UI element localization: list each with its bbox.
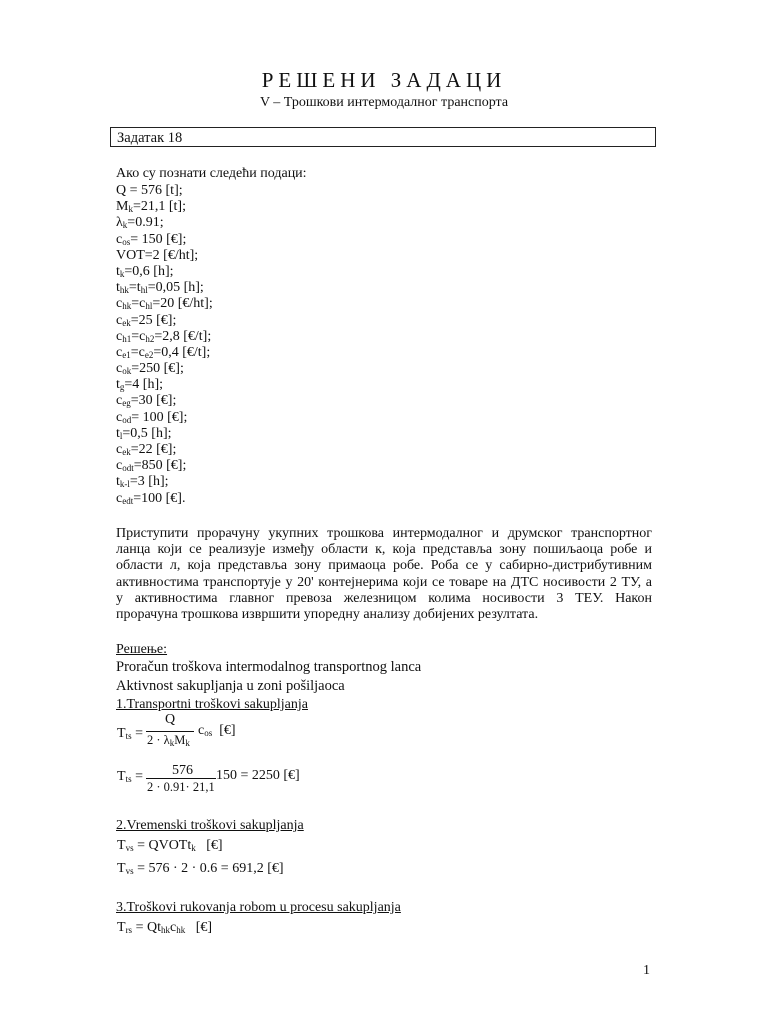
given-data-item: $c_{ek}=22$ [€]; [116,442,177,457]
step1-calc-result: 150 = 2250 [€] [216,768,300,783]
solution-subheading: Proračun troškova intermodalnog transportnog lanca [116,659,422,675]
step1-calc-numerator: 576 [172,763,193,778]
paragraph-line: Приступити прорачуну укупних трошкова интермодалног и друмског транспортног [116,526,652,541]
page-subtitle: V – Трошкови интермодалног транспорта [259,95,509,110]
step1-fraction-line [146,731,194,732]
given-data-item: $t_k=0,6$ [h]; [116,263,174,279]
step1-title: 1.Transportni troškovi sakupljanja [116,697,308,712]
step1-numerator: Q [165,712,176,727]
step3-title: 3.Troškovi rukovanja robom u procesu sakupljanja [116,900,401,915]
paragraph-line: у активностима главног превоза железницом колима носивости 3 ТЕУ. Након [116,590,652,606]
solution-heading: Решење: [116,642,168,657]
task-intro: Ако су познати следећи подаци: [116,166,307,181]
given-data-item: $c_{os}= 150$ [€]; [116,231,187,247]
given-data-item: $c_{odt}=850$ [€]; [116,458,187,474]
page-title: РЕШЕНИ ЗАДАЦИ [261,68,507,92]
step1-denominator: $2 \cdot \lambda_kM_k$ [147,733,190,748]
given-data-item: $c_{od}= 100$ [€]; [116,409,188,425]
step1-lhs: $T_{ts}$ = [117,726,143,741]
given-data-item: $c_{eg}=30$ [€]; [116,393,177,409]
step2-formula: $T_{vs}$ = QVOTt$_k$ [€] [117,838,223,853]
given-data-item: $c_{ok}=250$ [€]; [116,361,184,377]
given-data-item: $c_{e1}=c_{e2}=0,4$ [€/t]; [116,344,211,360]
given-data-item: $\lambda_k=0.91$; [116,215,164,231]
given-data-item: $c_{edt}=100$ [€]. [116,490,186,506]
given-data-item: $t_{hk}=t_{hl}=0,05$ [h]; [116,280,204,296]
page-number: 1 [643,963,650,978]
paragraph-line: области л, која представља зону примаоца робе. Роба се у сабирно-дистрибутивним [116,558,652,574]
step2-title: 2.Vremenski troškovi sakupljanja [116,818,304,833]
given-data-item: $c_{hk}=c_{hl}=20$ [€/ht]; [116,296,213,312]
given-data-item: Q = 576 [t]; [116,183,183,198]
step3-formula: $T_{rs} = Qt_{hk}c_{hk}$ [€] [117,920,213,935]
given-data-item: $t_{k-l}=3$ [h]; [116,474,169,490]
task-box [110,127,656,147]
given-data-item: $c_{h1}=c_{h2}=2,8$ [€/t]; [116,328,212,344]
given-data-item: VOT=2 [€/ht]; [116,247,199,263]
task-label: Задатак 18 [117,130,183,146]
paragraph-line: ланца који се реализује између области к, која представља зону пошиљаоца робе и [116,542,652,558]
paragraph-line: прорачуна трошкова извршити упоредну анализу добијених резултата. [116,606,539,622]
given-data-item: $c_{ek}=25$ [€]; [116,312,177,328]
step1-calc-fraction-line [146,778,216,779]
step1-factor: $c_{os}$ [€] [198,723,236,738]
given-data-item: $M_k=21,1$ [t]; [116,199,186,215]
step1-calc-lhs: $T_{ts}$ = [117,769,143,784]
given-data-list [116,183,213,507]
given-data-item: $t_g=4$ [h]; [116,377,163,393]
given-data-item: $t_l=0,5$ [h]; [116,425,172,441]
step1-calc-denominator: 2 · 0.91· 21,1 [147,780,215,794]
step2-calc: $T_{vs} = 576 \cdot 2 \cdot 0.6 = 691,2$ [€] [117,861,284,876]
solution-activity: Aktivnost sakupljanja u zoni pošiljaoca [116,678,345,694]
paragraph-line: активностима транспортује у 20' контејнерима који се товаре на ДТС носивости 2 ТУ, а [116,574,652,590]
task-paragraph [116,526,652,623]
